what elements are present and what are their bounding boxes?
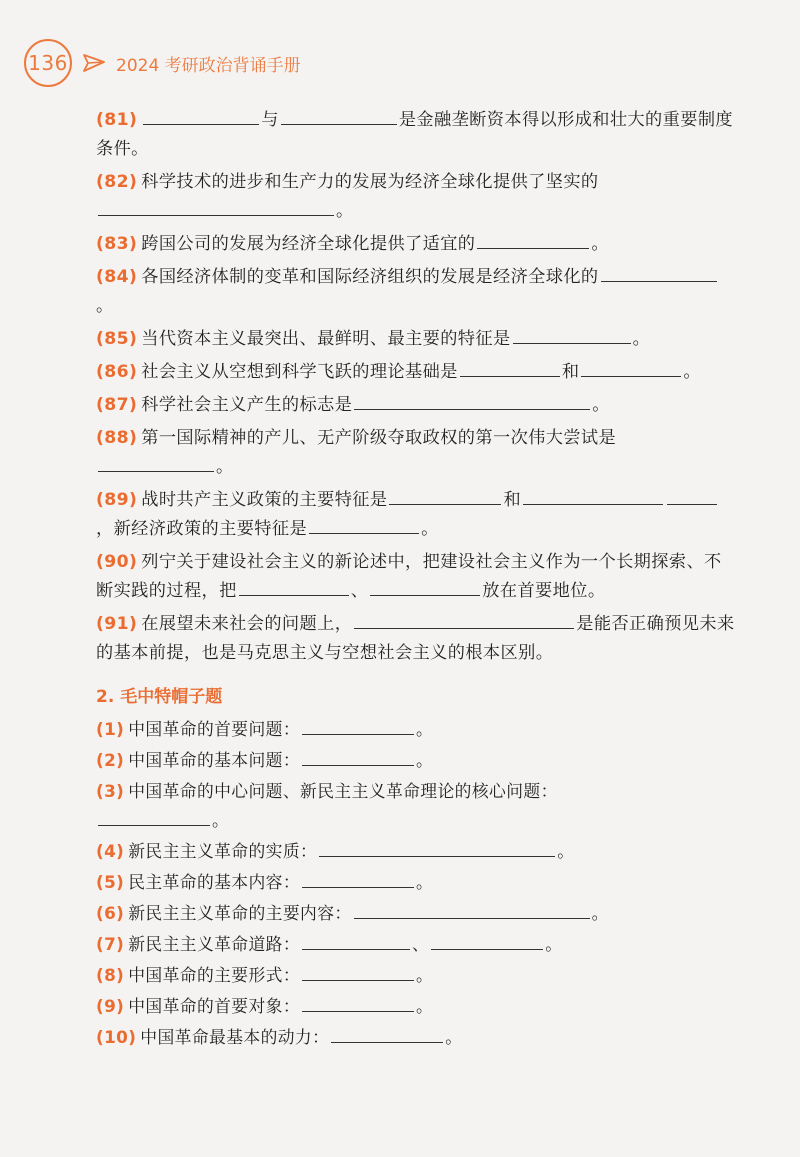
fill-blank[interactable] <box>302 993 414 1012</box>
question-mzt-2: (2) 中国革命的基本问题： 。 <box>96 746 736 775</box>
question-mzt-6: (6) 新民主主义革命的主要内容： 。 <box>96 899 736 928</box>
fill-blank[interactable] <box>98 453 214 472</box>
fill-blank[interactable] <box>239 577 349 596</box>
fill-blank[interactable] <box>523 486 663 505</box>
fill-blank[interactable] <box>460 358 560 377</box>
page-number: 136 <box>24 39 72 87</box>
question-mzt-10: (10) 中国革命最基本的动力： 。 <box>96 1023 736 1052</box>
question-90: (90) 列宁关于建设社会主义的新论述中，把建设社会主义作为一个长期探索、不断实践的过程，把 、 放在首要地位。 <box>96 552 722 601</box>
question-85: (85) 当代资本主义最突出、最鲜明、最主要的特征是 。 <box>96 325 736 354</box>
paper-plane-icon <box>82 51 106 75</box>
question-82: (82) 科学技术的进步和生产力的发展为经济全球化提供了坚实的。 <box>96 172 599 221</box>
fill-blank[interactable] <box>143 106 259 125</box>
fill-blank[interactable] <box>354 610 574 629</box>
question-mzt-4: (4) 新民主主义革命的实质： 。 <box>96 837 736 866</box>
fill-blank[interactable] <box>477 230 589 249</box>
question-mzt-8: (8) 中国革命的主要形式： 。 <box>96 961 736 990</box>
question-mzt-3: (3) 中国革命的中心问题、新民主主义革命理论的核心问题： 。 <box>96 781 558 830</box>
question-84: (84) 各国经济体制的变革和国际经济组织的发展是经济全球化的。 <box>96 263 736 321</box>
question-91: (91) 在展望未来社会的问题上， 是能否正确预见未来的基本前提，也是马克思主义与空想社会主义的根本区别。 <box>96 610 736 668</box>
fill-blank[interactable] <box>667 486 717 505</box>
fill-blank[interactable] <box>389 486 501 505</box>
fill-blank[interactable] <box>302 962 414 981</box>
fill-blank[interactable] <box>431 931 543 950</box>
fill-blank[interactable] <box>302 716 414 735</box>
question-87: (87) 科学社会主义产生的标志是 。 <box>96 391 736 420</box>
fill-blank[interactable] <box>354 900 590 919</box>
fill-blank[interactable] <box>98 807 210 826</box>
question-88: (88) 第一国际精神的产儿、无产阶级夺取政权的第一次伟大尝试是。 <box>96 428 617 477</box>
header-title: 2024 考研政治背诵手册 <box>116 55 301 76</box>
fill-blank[interactable] <box>302 869 414 888</box>
question-83: (83) 跨国公司的发展为经济全球化提供了适宜的 。 <box>96 230 736 259</box>
exercise-content <box>96 106 736 1054</box>
fill-blank[interactable] <box>331 1024 443 1043</box>
question-86: (86) 社会主义从空想到科学飞跃的理论基础是 和 。 <box>96 358 736 387</box>
fill-blank[interactable] <box>354 391 590 410</box>
fill-blank[interactable] <box>601 263 717 282</box>
section-heading: 2. 毛中特帽子题 <box>96 687 223 707</box>
fill-blank[interactable] <box>309 515 419 534</box>
fill-blank[interactable] <box>281 106 397 125</box>
fill-blank[interactable] <box>513 325 631 344</box>
fill-blank[interactable] <box>98 197 334 216</box>
question-mzt-9: (9) 中国革命的首要对象： 。 <box>96 992 736 1021</box>
fill-blank[interactable] <box>302 931 410 950</box>
fill-blank[interactable] <box>370 577 480 596</box>
fill-blank[interactable] <box>302 747 414 766</box>
question-89: (89) 战时共产主义政策的主要特征是 和，新经济政策的主要特征是 。 <box>96 486 736 544</box>
question-mzt-5: (5) 民主革命的基本内容： 。 <box>96 868 736 897</box>
question-81: (81) 与 是金融垄断资本得以形成和壮大的重要制度条件。 <box>96 106 736 164</box>
fill-blank[interactable] <box>319 838 555 857</box>
page-header <box>24 38 301 88</box>
question-mzt-7: (7) 新民主主义革命道路： 、 。 <box>96 930 736 959</box>
question-mzt-1: (1) 中国革命的首要问题： 。 <box>96 715 736 744</box>
fill-blank[interactable] <box>581 358 681 377</box>
